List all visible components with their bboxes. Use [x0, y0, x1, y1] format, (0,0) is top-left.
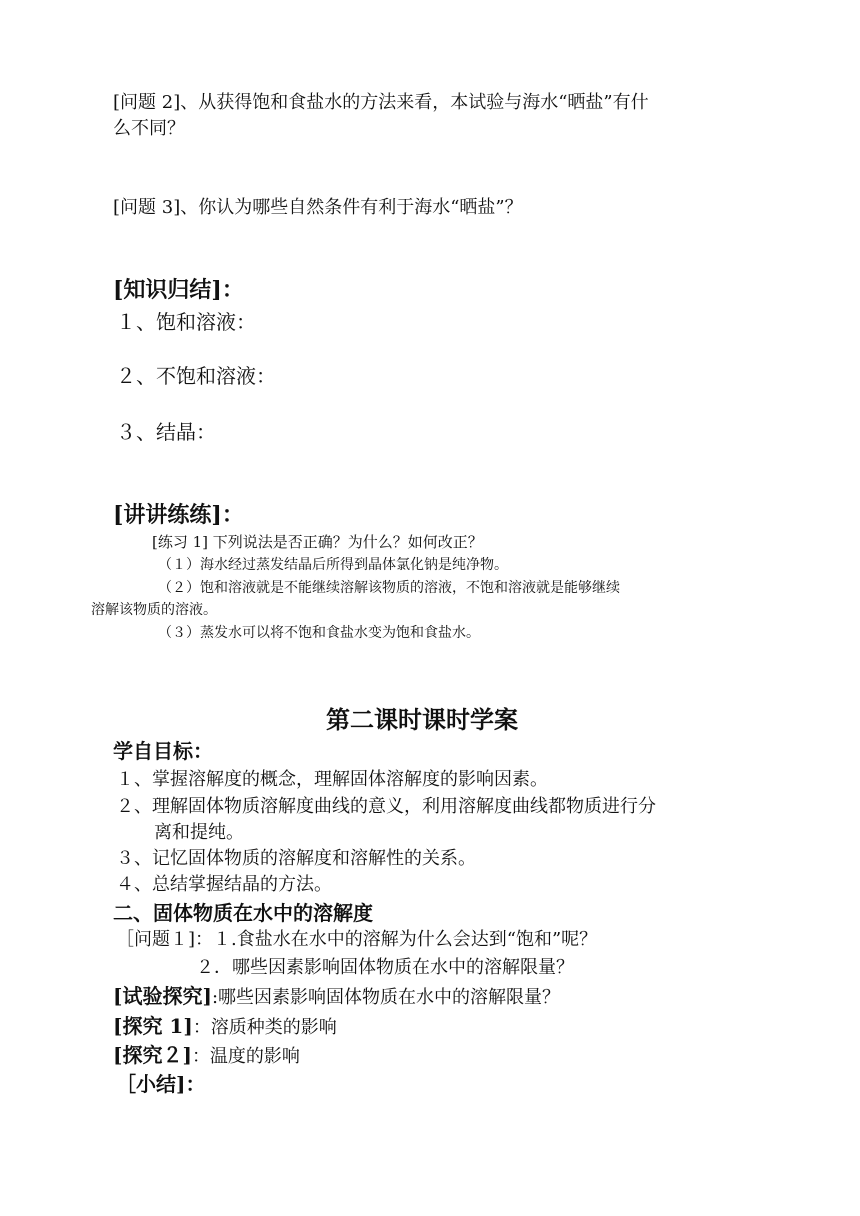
question-1-line-2: ２．哪些因素影响固体物质在水中的溶解限量？ [196, 957, 574, 978]
summary-item-1: １、饱和溶液： [116, 310, 256, 334]
explore-1-line [113, 1016, 337, 1037]
explore-2-text: ：温度的影响 [191, 1046, 300, 1067]
summary-heading: [知识归结]： [113, 277, 244, 303]
practice-intro: [练习 1] 下列说法是否正确？为什么？如何改正？ [152, 533, 483, 551]
explore-2-line [113, 1045, 300, 1066]
experiment-label: [试验探究] [113, 984, 212, 1008]
summary-item-3: ３、结晶： [116, 420, 216, 444]
question-1-line-1: ［问题１]：１.食盐水在水中的溶解为什么会达到“饱和”呢？ [116, 929, 598, 950]
question-2-line-2: 么不同？ [113, 118, 185, 139]
explore-1-label: [探究 1] [113, 1014, 193, 1038]
goals-heading: 学自目标： [113, 739, 213, 763]
explore-1-text: ：溶质种类的影响 [192, 1017, 337, 1038]
goal-2-line-1: ２、理解固体物质溶解度曲线的意义，利用溶解度曲线都物质进行分 [116, 796, 656, 817]
question-2-line-1: [问题 2]、从获得饱和食盐水的方法来看，本试验与海水“晒盐”有什 [113, 92, 649, 113]
practice-item-2-line-2: 溶解该物质的溶液。 [91, 602, 217, 618]
goal-4: ４、总结掌握结晶的方法。 [116, 874, 332, 895]
explore-2-label: [探究２] [113, 1043, 192, 1067]
summary-item-2: ２、不饱和溶液： [116, 364, 276, 388]
lesson-title: 第二课时课时学案 [326, 705, 518, 734]
question-3: [问题 3]、你认为哪些自然条件有利于海水“晒盐”？ [113, 197, 523, 218]
goal-1: １、掌握溶解度的概念，理解固体溶解度的影响因素。 [116, 769, 548, 790]
practice-heading: [讲讲练练]： [113, 502, 244, 528]
experiment-line [113, 986, 560, 1007]
conclusion-heading: ［小结]： [116, 1072, 206, 1096]
experiment-text: :哪些因素影响固体物质在水中的溶解限量？ [211, 987, 560, 1008]
practice-item-2-line-1: （２）饱和溶液就是不能继续溶解该物质的溶液，不饱和溶液就是能够继续 [158, 580, 620, 596]
practice-item-1: （１）海水经过蒸发结晶后所得到晶体氯化钠是纯净物。 [158, 557, 508, 573]
practice-item-3: （３）蒸发水可以将不饱和食盐水变为饱和食盐水。 [158, 625, 480, 641]
goal-3: ３、记忆固体物质的溶解度和溶解性的关系。 [116, 848, 476, 869]
section-2-heading: 二、固体物质在水中的溶解度 [113, 901, 373, 925]
goal-2-line-2: 离和提纯。 [154, 822, 244, 843]
